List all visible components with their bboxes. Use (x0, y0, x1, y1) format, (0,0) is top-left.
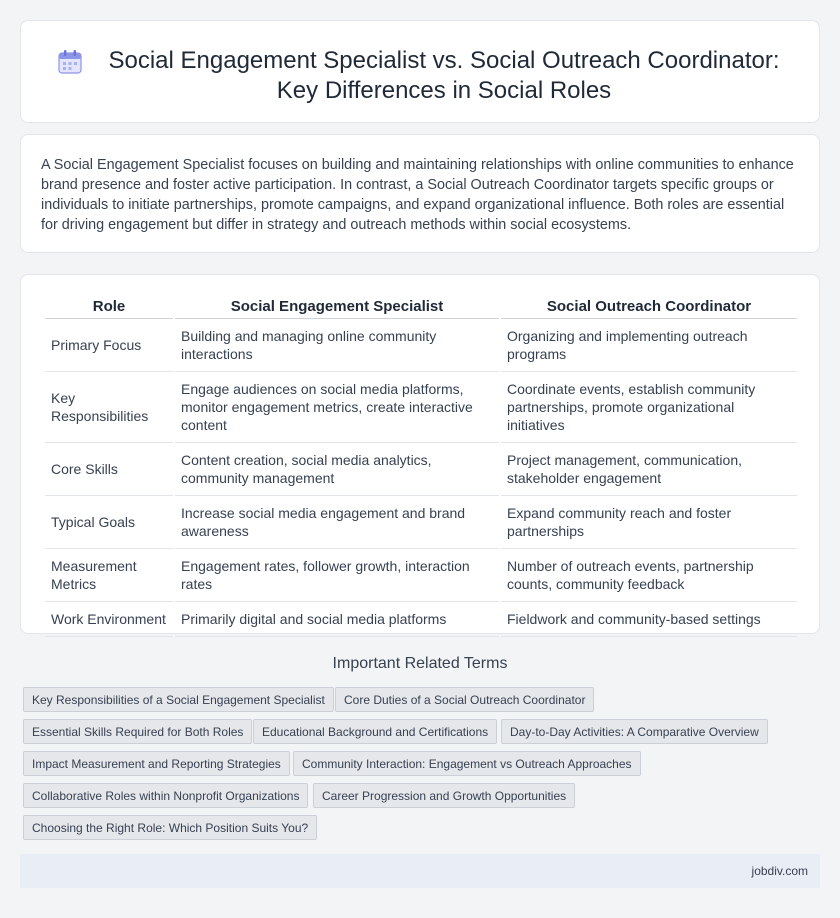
table-row (45, 496, 797, 549)
table-row (45, 602, 797, 637)
coordinator-cell: Fieldwork and community-based settings (501, 602, 797, 637)
related-term-tag[interactable]: Core Duties of a Social Outreach Coordinator (335, 687, 594, 712)
calendar-icon (56, 48, 84, 76)
header-card (20, 20, 820, 123)
specialist-cell: Engagement rates, follower growth, interaction rates (175, 549, 499, 602)
coordinator-cell: Number of outreach events, partnership counts, community feedback (501, 549, 797, 602)
role-cell: Work Environment (45, 602, 173, 637)
table-row (45, 443, 797, 496)
coordinator-cell: Project management, communication, stakeholder engagement (501, 443, 797, 496)
specialist-cell: Building and managing online community interactions (175, 319, 499, 372)
intro-card (20, 134, 820, 253)
related-term-tag[interactable]: Day-to-Day Activities: A Comparative Overview (501, 719, 768, 744)
page-title: Social Engagement Specialist vs. Social Outreach Coordinator: Key Differences in Social Roles (108, 47, 780, 104)
related-terms-title: Important Related Terms (332, 655, 508, 672)
related-term-tag[interactable]: Essential Skills Required for Both Roles (23, 719, 252, 744)
role-cell: Typical Goals (45, 496, 173, 549)
related-term-tag[interactable]: Community Interaction: Engagement vs Outreach Approaches (293, 751, 641, 776)
related-term-tag[interactable]: Career Progression and Growth Opportunities (313, 783, 575, 808)
specialist-cell: Increase social media engagement and brand awareness (175, 496, 499, 549)
related-term-tag[interactable]: Impact Measurement and Reporting Strategies (23, 751, 290, 776)
table-row (45, 549, 797, 602)
specialist-cell: Primarily digital and social media platforms (175, 602, 499, 637)
specialist-cell: Engage audiences on social media platforms, monitor engagement metrics, create interactive content (175, 372, 499, 443)
comparison-table (43, 293, 799, 637)
table-header-row (45, 293, 797, 319)
role-cell: Measurement Metrics (45, 549, 173, 602)
footer-site-link[interactable]: jobdiv.com (751, 864, 808, 878)
role-cell: Primary Focus (45, 319, 173, 372)
column-header-coordinator: Social Outreach Coordinator (501, 293, 797, 319)
column-header-specialist: Social Engagement Specialist (175, 293, 499, 319)
column-header-role: Role (45, 293, 173, 319)
coordinator-cell: Organizing and implementing outreach programs (501, 319, 797, 372)
table-row (45, 372, 797, 443)
related-term-tag[interactable]: Choosing the Right Role: Which Position Suits You? (23, 815, 317, 840)
coordinator-cell: Coordinate events, establish community partnerships, promote organizational initiatives (501, 372, 797, 443)
role-cell: Core Skills (45, 443, 173, 496)
table-row (45, 319, 797, 372)
related-term-tag[interactable]: Collaborative Roles within Nonprofit Organizations (23, 783, 308, 808)
comparison-table-card (20, 274, 820, 634)
related-term-tag[interactable]: Key Responsibilities of a Social Engagement Specialist (23, 687, 334, 712)
related-term-tag[interactable]: Educational Background and Certifications (253, 719, 497, 744)
role-cell: Key Responsibilities (45, 372, 173, 443)
specialist-cell: Content creation, social media analytics, community management (175, 443, 499, 496)
coordinator-cell: Expand community reach and foster partnerships (501, 496, 797, 549)
footer (20, 854, 820, 888)
intro-paragraph: A Social Engagement Specialist focuses on building and maintaining relationships with online communities to enhance brand presence and foster active participation. In contrast, a Social Outreach Coordinator targets specific groups or individuals to initiate partnerships, promote campaigns, and expand organizational influence. Both roles are essential for driving engagement but differ in strategy and outreach methods within social ecosystems. (41, 157, 794, 233)
